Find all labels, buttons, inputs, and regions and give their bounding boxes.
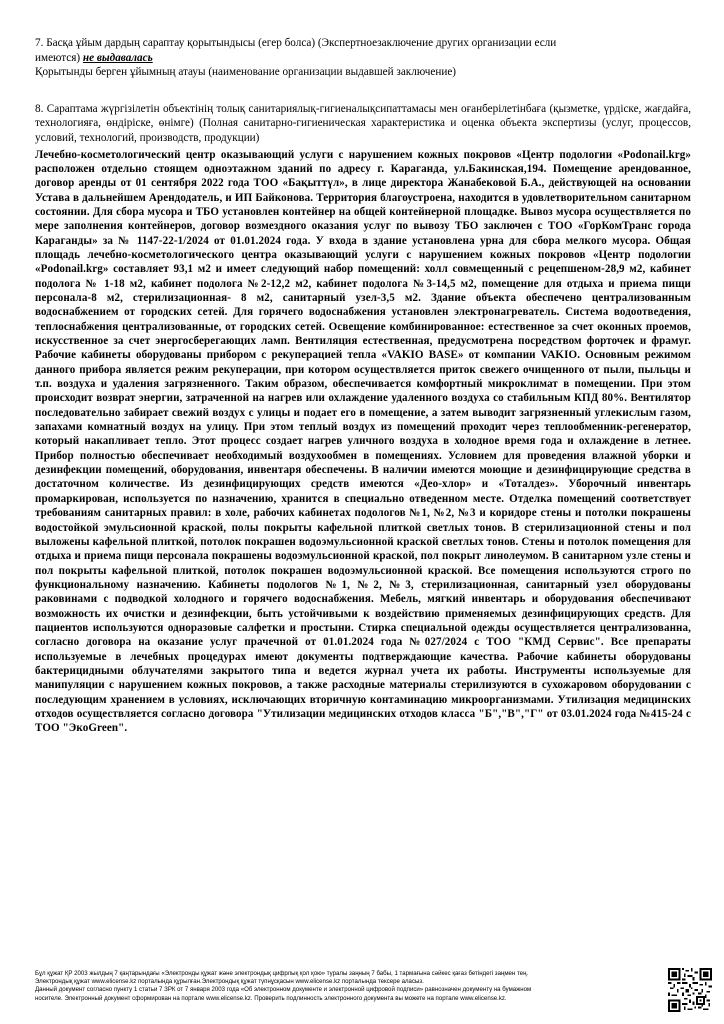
section-7-title: 7. Басқа ұйым дардың сараптау қорытындысы (егер болса) (Экспертноезаключение других организации если bbox=[35, 37, 557, 49]
sanitary-characteristics-paragraph: Лечебно-косметологический центр оказывающий услуги с нарушением кожных покровов «Центр подологии «Podonail.krg» расположен отдельно стоящем одноэтажном зданий по адресу г. Караганда, ул.Бакинская,194. Помещение арендованное, договор аренды от 01 сентября 2022 года ТОО «Бақыттүл», в лице директора Жанабековой Б.А., действующей на основании Устава в дальнейшем Арендодатель, и ИП Байконова. Территория благоустроена, находится в удовлетворительном санитарном состоянии. Для сбора мусора и ТБО установлен контейнер на общей контейнерной площадке. Вывоз мусора осуществляется по мере заполнения контейнеров, договор возмездного оказания услуг по вывозу ТБО заключен с ТОО «ГорКомТранс города Караганды» за № 1147-22-1/2024 от 01.01.2024 года. У входа в здание установлена урна для сбора мелкого мусора. Общая площадь лечебно-косметологического центра оказывающий услуги с нарушением кожных покровов «Центр подологии «Podonail.krg» составляет 93,1 м2 и имеет следующий набор помещений: холл совмещенный с рецепшеном-28,9 м2, кабинет подолога № 1-18 м2, кабинет подолога №2-12,2 м2, кабинет подолога №3-14,5 м2, помещение для отдыха и приема пищи персонала-8 м2, стерилизационная- 8 м2, санитарный узел-3,5 м2. Здание объекта обеспечено централизованным водоснабжением от городских сетей. Для горячего водоснабжения установлен электронагреватель. Система водоотведения, теплоснабжения централизованные, от городских сетей. Освещение комбинированное: естественное за счет оконных проемов, искусственное за счет энергосберегающих ламп. Вентиляция естественная, предусмотрена посредством форточек и фрамуг. Рабочие кабинеты оборудованы прибором с рекуперацией тепла «VAKIO BASE» от компании VAKIO. Основным режимом данного прибора является режим рекуперации, при котором осуществляется приток свежего очищенного от пыли, пыльцы и т.п. воздуха и удаления загрязненного. Таким образом, обеспечивается комфортный микроклимат в помещении. При этом происходит возврат энергии, затраченной на нагрев или охлаждение удаленного воздуха со стабильным КПД 80%. Вентилятор последовательно забирает свежий воздух с улицы и подает его в помещение, а затем выводит загрязненный углекислым газом, запахами комнатный воздух на улицу. При этом теплый воздух из помещений проходит через теплообменник-регенератор, который накапливает тепло. Этот процесс создает нагрев уличного воздуха в холодное время года и охлаждение в летнее. Прибор полностью обеспечивает необходимый воздухообмен в помещениях. Условием для проведения влажной уборки и дезинфекции помещений, оборудования, инвентаря обеспечены. В наличии имеются моющие и дезинфицирующие средства в достаточном количестве. Из дезинфицирующих средств имеются «Део-хлор» и «Тоталдез». Уборочный инвентарь промаркирован, используется по назначению, хранится в специально отведенном месте. Отделка помещений соответствует требованиям санитарных правил: в холе, рабочих кабинетах подологов №1, №2, №3 и коридоре стены и потолки покрашены водостойкой эмульсионной краской, полы покрыты кафельной плиткой светлых тонов. В стерилизационной стены и пол выложены кафельной плиткой, потолок покрашен водоэмульсионной краской светлых тонов. Стены и потолок помещения для отдыха и приема пищи персонала покрашены водоэмульсионной краской, пол покрыт линолеумом. В санитарном узле стены и пол покрыты кафельной плиткой, потолок покрашен водоэмульсионной краской. Все помещения используются строго по функциональному назначению. Кабинеты подологов №1, №2, №3, стерилизационная, санитарный узел оборудованы раковинами с подводкой холодного и горячего водоснабжения. Мебель, мягкий инвентарь и оборудования обеспечивают возможность их очистки и дезинфекции, быть устойчивыми к воздействию применяемых дезинфицирующих средств. Для пациентов используются одноразовые салфетки и простыни. Стирка специальной одежды осуществляется централизованна, согласно договора на оказание услуг прачечной от 01.01.2024 года №027/2024 с ТОО "КМД Сервис". Все препараты используемые в лечебных процедурах имеют документы подтверждающие качества. Рабочие кабинеты оборудованы бактерицидными облучателями закрытого типа и ведется журнал учета их работы. Инструменты используемые для манипуляции с нарушением кожных покровов, а также расходные материалы стерилизуются в сухожаровом оборудовании с последующим хранением в условиях, исключающих вторичную контаминацию микроорганизмами. Утилизация медицинских отходов осуществляется согласно договора "Утилизации медицинских отходов класса "Б","В","Г" от 03.01.2024 года №415-24 с ТОО "ЭкоGreen". bbox=[35, 148, 691, 735]
footer-line-4: носителе. Электронный документ сформирован на портале www.elicense.kz. Проверить подлинность электронного документа вы можете на портале www.elicense.kz. bbox=[35, 994, 507, 1002]
document-page bbox=[35, 36, 691, 736]
footer-line-1: Бұл құжат ҚР 2003 жылдың 7 қаңтарындағы «Электронды құжат және электрондық цифрлық қол қою» туралы заңның 7 бабы, 1 тармағына сәйкес қағаз бетіндегі заңмен тең. bbox=[35, 970, 529, 977]
section-7-org-label: Қорытынды берген ұйымның атауы (наименование организации выдавшей заключение) bbox=[35, 66, 457, 79]
legal-footer bbox=[35, 970, 660, 1003]
section-7-status-value: не выдавалась bbox=[82, 51, 153, 64]
section-7-status-prefix: имеются) bbox=[35, 51, 83, 64]
footer-line-3: Данный документ согласно пункту 1 статьи 7 ЗРК от 7 января 2003 года «Об электронном документе и электронной цифровой подписи» равнозначен документу на бумажном bbox=[35, 986, 532, 994]
section-7-status-line bbox=[35, 51, 691, 66]
qr-code-icon bbox=[668, 968, 712, 1012]
footer-line-2: Электрондық құжат www.elicense.kz порталында құрылған.Электрондық құжат түпнұсқасын www.elicense.kz порталында тексере аласыз. bbox=[35, 978, 424, 986]
section-7 bbox=[35, 36, 691, 80]
section-8-title: 8. Сараптама жүргізілетін объектінің толық санитариялық-гигиеналықсипаттамасы мен оғанберілетінбаға (қызметке, үрдіске, жағдайға, технологияға, өндіріске, өнімге) (Полная санитарно-гигиеническая характеристика и оценка объекта экспертизы (услуг, процессов, условий, технологий, производств, продукции) bbox=[35, 102, 691, 144]
